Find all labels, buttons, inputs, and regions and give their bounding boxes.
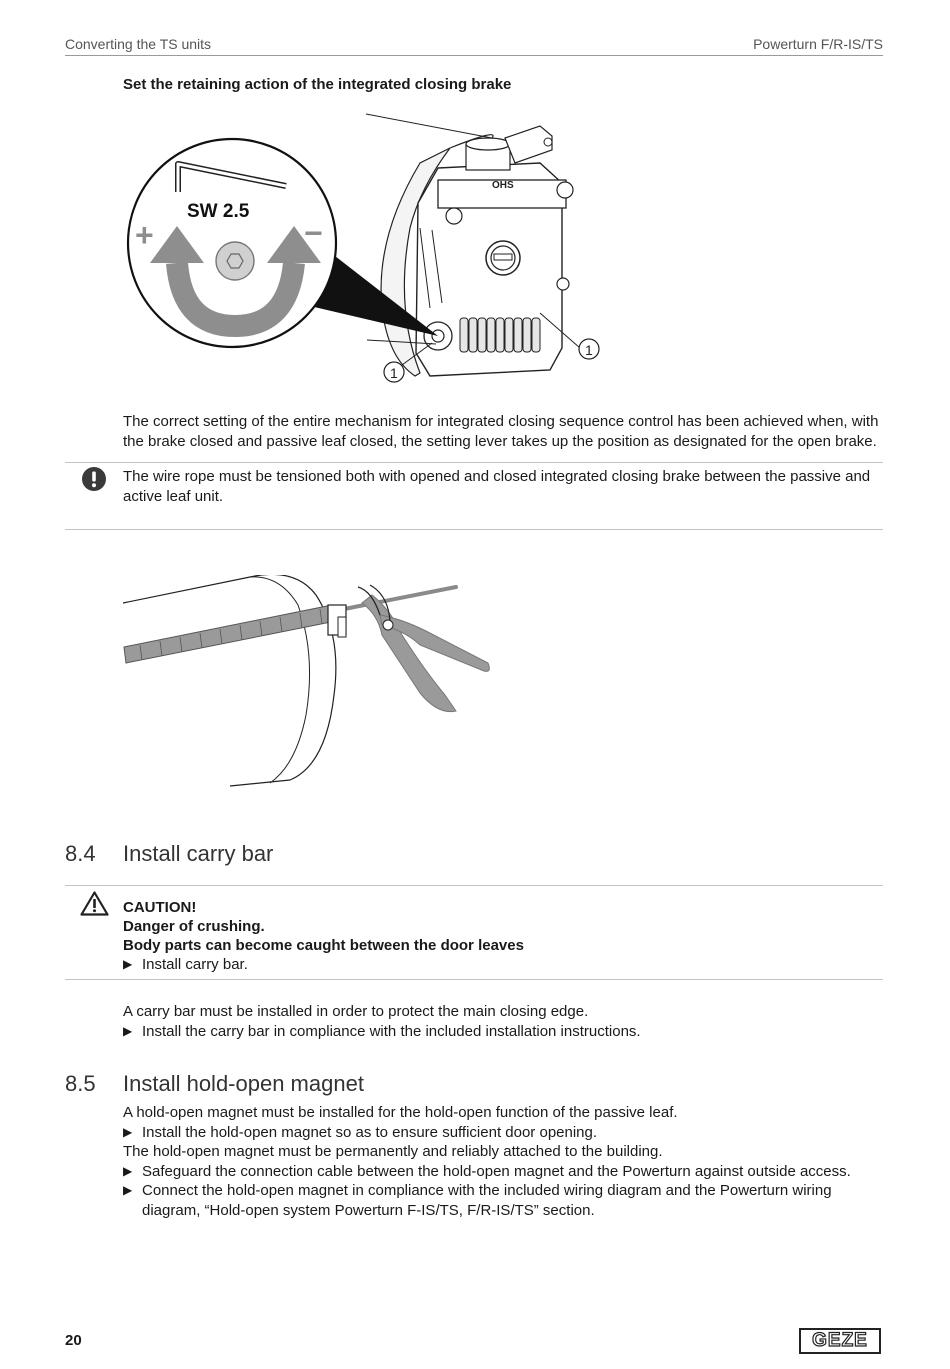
bullet-arrow-icon: ▶ [123,1163,133,1178]
header-product-name: Powerturn F/R-IS/TS [753,36,883,52]
callout-1-left: 1 [390,365,398,381]
warning-triangle-icon [80,891,109,916]
carry-bar-paragraph: A carry bar must be installed in order to protect the main closing edge. [123,1003,589,1020]
header-divider [65,55,883,56]
caution-block [123,898,883,975]
header-section-title: Converting the TS units [65,36,212,52]
hold-open-step-3: ▶ Connect the hold-open magnet in compliance with the included wiring diagram and the Powerturn wiring diagram, “Hold-open system Powerturn F-IS/TS, F/R-IS/TS” section. [123,1182,832,1219]
caution-title: CAUTION! [123,899,197,916]
caution-line-2: Body parts can become caught between the door leaves [123,937,524,954]
cover-label: OHS [492,180,514,191]
exclamation-icon [82,467,106,491]
brake-setting-paragraph: The correct setting of the entire mechanism for integrated closing sequence control has been achieved when, with the brake closed and passive leaf closed, the setting lever takes up the position as designated for the open brake. [123,413,879,450]
wrench-size-label: SW 2.5 [187,201,250,222]
bullet-arrow-icon: ▶ [123,1183,133,1197]
bullet-arrow-icon: ▶ [123,957,133,971]
plus-sign: + [135,217,154,253]
notice-top-rule [65,462,883,463]
caution-bottom-rule [65,979,883,980]
caution-top-rule [65,885,883,886]
notice-text: The wire rope must be tensioned both with opened and closed integrated closing brake between the passive and active leaf unit. [123,468,871,505]
minus-sign: − [304,215,323,251]
carry-bar-instructions [123,1002,883,1041]
bullet-arrow-icon: ▶ [123,1023,133,1038]
figure-subheading: Set the retaining action of the integrated closing brake [123,76,512,93]
wire-rope-tensioning-illustration [120,575,510,795]
geze-logo: GEZE [799,1328,881,1354]
section-number-8-5: 8.5 [65,1071,96,1096]
brake-adjustment-illustration [120,108,610,390]
bullet-arrow-icon: ▶ [123,1124,133,1139]
caution-line-1: Danger of crushing. [123,918,265,935]
caution-step: ▶ Install carry bar. [123,956,248,973]
notice-bottom-rule [65,529,883,530]
hold-open-line-2: The hold-open magnet must be permanently and reliably attached to the building. [123,1143,663,1160]
section-title-carry-bar: Install carry bar [123,841,274,866]
section-number-8-4: 8.4 [65,841,96,866]
hold-open-instructions [123,1103,883,1220]
page-number: 20 [65,1332,82,1349]
section-title-hold-open-magnet: Install hold-open magnet [123,1071,364,1096]
hold-open-step-1: ▶ Install the hold-open magnet so as to ensure sufficient door opening. [123,1123,598,1141]
hold-open-line-1: A hold-open magnet must be installed for the hold-open function of the passive leaf. [123,1104,678,1121]
hold-open-step-2: ▶ Safeguard the connection cable between the hold-open magnet and the Powerturn against outside access. [123,1162,851,1180]
callout-1-right: 1 [585,342,593,358]
carry-bar-step: ▶ Install the carry bar in compliance with the included installation instructions. [123,1022,641,1040]
